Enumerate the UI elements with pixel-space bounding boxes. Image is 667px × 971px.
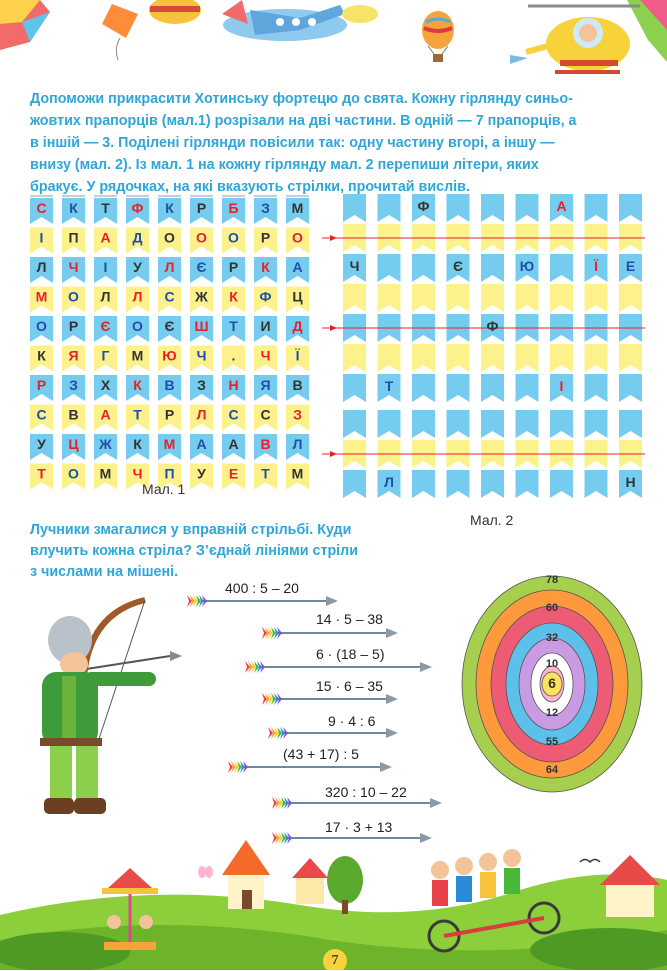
flag-letter: Ш [194, 318, 209, 334]
flag-letter: Л [100, 288, 111, 305]
flag-letter: Т [101, 200, 110, 216]
flag-letter: Д [132, 229, 143, 246]
flag-letter: Ї [295, 347, 300, 364]
flag [447, 470, 470, 498]
task-1-line: Допоможи прикрасити Хотинську фортецю до свята. Кожну гірлянду синьо- [30, 91, 573, 107]
page-number: 7 [331, 953, 339, 968]
flag [619, 284, 642, 312]
flag [550, 254, 573, 282]
flag-letter: М [99, 465, 112, 482]
flag-letter: С [36, 406, 47, 423]
target-number: 64 [545, 764, 559, 776]
flag-letter: І [39, 229, 44, 246]
flag [481, 470, 504, 498]
flag-letter: Ф [486, 318, 499, 334]
house-icon [222, 840, 270, 909]
flag-letter: Р [164, 406, 175, 423]
arrows [187, 595, 442, 844]
flag [481, 344, 504, 372]
flag [378, 194, 401, 222]
flag [412, 254, 435, 282]
flag-letter: О [164, 229, 175, 246]
flag [343, 374, 366, 402]
target-number: 12 [545, 707, 559, 719]
flag [481, 284, 504, 312]
flag-letter: К [261, 259, 270, 275]
flag-letter: Т [133, 406, 142, 423]
flag-letter: Я [260, 377, 271, 393]
flag [550, 344, 573, 372]
flag [447, 344, 470, 372]
flag [550, 410, 573, 438]
task-2-line: влучить кожна стріла? З’єднай лініями стріли [30, 543, 359, 559]
arrow-icon [262, 693, 398, 705]
flag [585, 344, 608, 372]
flag-letter: Ї [594, 258, 598, 274]
flag [550, 284, 573, 312]
arrow-expression: 14 · 5 – 38 [316, 611, 383, 627]
flag-letter: З [197, 377, 206, 393]
task-1-line: бракує. У рядочках, на які вказують стрілки, прочитай вислів. [30, 179, 470, 195]
flag-letter: К [229, 288, 238, 305]
flag-letter: Л [196, 406, 207, 423]
flag [550, 470, 573, 498]
flag-letter: У [37, 436, 46, 452]
flag [481, 194, 504, 222]
flag-letter: Л [164, 259, 175, 275]
flag-letter: О [196, 229, 207, 246]
flag-letter: Н [228, 377, 239, 393]
flag [516, 410, 539, 438]
flag-letter: О [292, 229, 303, 246]
flag-letter: Є [100, 318, 111, 334]
tree-icon [327, 856, 363, 914]
target-number: 78 [545, 574, 559, 586]
flag-letter: . [231, 347, 236, 364]
flag-letter: О [228, 229, 239, 246]
flag [447, 374, 470, 402]
butterfly-icon [198, 866, 213, 878]
flag-letter: О [36, 318, 47, 334]
flag [378, 284, 401, 312]
target-number: 10 [545, 658, 559, 670]
flag [516, 194, 539, 222]
flag-letter: С [260, 406, 271, 423]
flag-letter: З [293, 406, 302, 423]
arrow-expression: (43 + 17) : 5 [283, 746, 359, 762]
flag [378, 410, 401, 438]
flag-letter: Є [196, 259, 207, 275]
airplane-icon [342, 5, 378, 23]
flag-letter: Д [292, 318, 303, 334]
flag-letter: Ч [132, 465, 143, 482]
arrow-expression: 15 · 6 – 35 [316, 678, 383, 694]
flag [516, 344, 539, 372]
flag-letter: А [292, 259, 303, 275]
flag [412, 344, 435, 372]
flag-letter: Є [453, 258, 463, 274]
flag-letter: В [292, 377, 303, 393]
flag-letter: Я [68, 347, 79, 364]
task-1-line: в іншій — 3. Поділені гірлянди повісили так: одну частину вгорі, а іншу — [30, 135, 555, 151]
flag-letter: А [196, 436, 207, 452]
flag [343, 194, 366, 222]
flag-letter: Р [228, 259, 239, 275]
airplane-icon [149, 0, 201, 24]
flag-letter: К [69, 200, 78, 216]
flag-letter: В [68, 406, 79, 423]
flag-letter: І [103, 259, 108, 275]
flag [516, 470, 539, 498]
flag [481, 374, 504, 402]
flag-letter: Е [228, 465, 239, 482]
arrow-expression: 9 · 4 : 6 [328, 713, 376, 729]
flag-letter: У [197, 465, 206, 482]
flag [585, 284, 608, 312]
row-arrow-icon [330, 235, 337, 241]
flag-letter: К [165, 200, 174, 216]
flag [412, 410, 435, 438]
flag [343, 284, 366, 312]
flag [585, 470, 608, 498]
target-number: 32 [545, 632, 559, 644]
flag-letter: С [164, 288, 175, 305]
flag [343, 410, 366, 438]
target-number: 55 [545, 736, 559, 748]
flag-letter: Т [229, 318, 238, 334]
flag-letter: Р [68, 318, 79, 334]
flag [447, 194, 470, 222]
flag-letter: М [163, 436, 176, 452]
figure-1-caption: Мал. 1 [142, 481, 186, 497]
flag [412, 284, 435, 312]
kite-icon [627, 0, 667, 62]
target-icon [462, 574, 642, 792]
flag-letter: Ю [519, 258, 535, 274]
flag-letter: С [228, 406, 239, 423]
kite-icon [102, 4, 138, 60]
flag-letter: Р [36, 377, 47, 393]
flag-letter: Н [625, 474, 636, 490]
arrow-expression: 17 · 3 + 13 [325, 819, 393, 835]
flag [585, 194, 608, 222]
flag [343, 344, 366, 372]
flag [585, 410, 608, 438]
flag [378, 254, 401, 282]
flag-letter: В [260, 436, 271, 452]
flag [481, 410, 504, 438]
airplane-icon [510, 55, 528, 64]
flag-letter: Л [132, 288, 143, 305]
target-number: 60 [545, 602, 559, 614]
flag-letter: Ф [417, 198, 430, 214]
flag-letter: Ч [349, 258, 360, 274]
arrow-expression: 400 : 5 – 20 [225, 580, 299, 596]
flag [481, 254, 504, 282]
flag-letter: Ч [260, 347, 271, 364]
flag [585, 374, 608, 402]
flag [516, 284, 539, 312]
flag-letter: К [133, 436, 142, 452]
flag-letter: У [133, 259, 142, 275]
flag [619, 344, 642, 372]
flag-letter: Ф [259, 288, 272, 305]
flag-letter: Р [260, 229, 271, 246]
flag-letter: Г [101, 347, 110, 364]
flag-letter: Ч [196, 347, 207, 364]
flag [447, 284, 470, 312]
kite-icon [0, 0, 50, 50]
row-arrow-icon [330, 325, 337, 331]
flag-letter: І [559, 378, 564, 394]
flag-letter: Ц [292, 288, 303, 305]
flag [619, 374, 642, 402]
flag-letter: Ж [99, 436, 112, 452]
flag-letter: В [164, 377, 175, 393]
flag [412, 374, 435, 402]
arrow-expression: 320 : 10 – 22 [325, 784, 407, 800]
row-arrow-icon [330, 451, 337, 457]
hot-air-balloon-icon [422, 11, 454, 62]
flag-letter: О [68, 288, 79, 305]
flag-letter: З [261, 200, 270, 216]
archer-icon [40, 600, 182, 814]
figure-2-caption: Мал. 2 [470, 512, 514, 528]
flag-letter: Є [164, 318, 175, 334]
flag-letter: Б [228, 200, 239, 216]
flag-letter: Ж [195, 288, 208, 305]
task-2-line: Лучники змагалися у вправній стрільбі. Куди [30, 522, 352, 538]
flag-letter: Х [100, 377, 111, 393]
flag-letter: А [228, 436, 239, 452]
helicopter-icon [526, 6, 640, 72]
flag-letter: Л [36, 259, 47, 275]
task-1-line: жовтих прапорців (мал.1) розрізали на дві частини. В одній — 7 прапорців, а [30, 113, 577, 129]
flag-letter: Т [261, 465, 270, 482]
flag [619, 410, 642, 438]
arrow-icon [245, 661, 432, 673]
task-2-line: з числами на мішені. [30, 564, 179, 580]
target-number: 6 [548, 675, 556, 691]
flag-letter: А [556, 198, 567, 214]
flag-letter: Ч [68, 259, 79, 275]
arrow-expression: 6 · (18 – 5) [316, 646, 385, 662]
flag-letter: О [132, 318, 143, 334]
flag-letter: К [133, 377, 142, 393]
flag [378, 344, 401, 372]
flag-letter: Л [292, 436, 303, 452]
flag-letter: М [35, 288, 48, 305]
flag-letter: С [36, 200, 47, 216]
arrow-icon [262, 627, 398, 639]
flag [343, 470, 366, 498]
flag [447, 410, 470, 438]
flag-letter: Л [384, 474, 394, 490]
flag-letter: А [100, 229, 111, 246]
flag-letter: П [68, 229, 79, 246]
house-icon [292, 858, 328, 904]
flag [516, 374, 539, 402]
flag-letter: Ю [162, 347, 177, 364]
airplane-icon [222, 0, 347, 41]
bird-icon [580, 860, 600, 863]
flag-letter: П [164, 465, 175, 482]
flag-letter: А [100, 406, 111, 423]
arrow-icon [228, 761, 392, 773]
flag-letter: М [291, 200, 304, 216]
arrow-icon [187, 595, 338, 607]
house-icon [600, 855, 660, 917]
flag-letter: Т [37, 465, 46, 482]
figure-2-garlands [322, 194, 645, 498]
flag-letter: О [68, 465, 79, 482]
figure-1-garlands [30, 196, 309, 490]
flag-letter: Ф [131, 200, 144, 216]
flag-letter: Р [196, 200, 207, 216]
flag-letter: Е [625, 258, 636, 274]
task-1-line: внизу (мал. 2). Із мал. 1 на кожну гірлянду мал. 2 перепиши літери, яких [30, 157, 539, 173]
flag-letter: М [291, 465, 304, 482]
flag [619, 194, 642, 222]
top-decorations [0, 0, 667, 72]
flag [412, 470, 435, 498]
flag-letter: К [37, 347, 46, 364]
flag-letter: Т [384, 378, 394, 394]
flag-letter: Ц [68, 436, 79, 452]
flag-letter: И [260, 318, 271, 334]
flag-letter: З [69, 377, 78, 393]
flag-letter: М [131, 347, 144, 364]
